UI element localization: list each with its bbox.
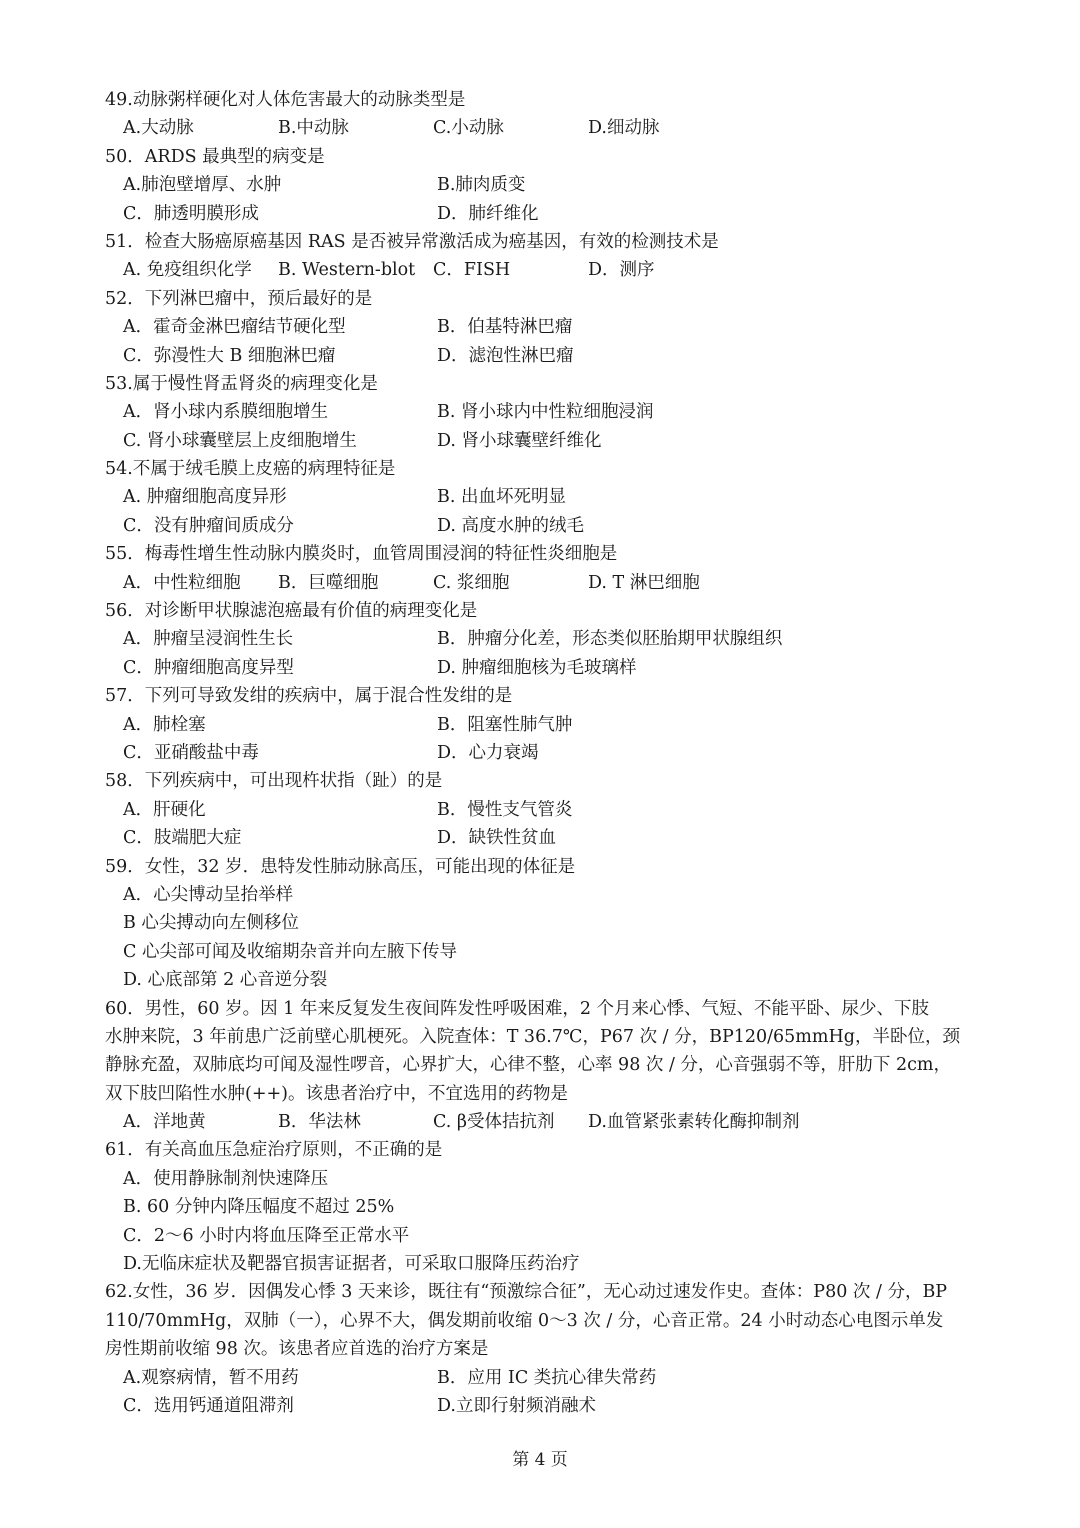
option-row [105,427,985,455]
answer-option: A.观察病情，暂不用药 [123,1367,299,1388]
answer-option: D. 肿瘤细胞核为毛玻璃样 [437,657,637,678]
answer-option: A．肾小球内系膜细胞增生 [123,402,329,423]
answer-option: B．肿瘤分化差，形态类似胚胎期甲状腺组织 [437,629,783,650]
answer-option: D．心力衰竭 [437,742,539,763]
answer-option: A．霍奇金淋巴瘤结节硬化型 [123,317,346,338]
question-text: 58．下列疾病中，可出现杵状指（趾）的是 [105,771,443,792]
answer-option: D．滤泡性淋巴瘤 [437,345,574,366]
answer-option: A. 肿瘤细胞高度异形 [123,487,287,508]
option-line: B 心尖搏动向左侧移位 [123,913,299,934]
answer-option: C. 肾小球囊壁层上皮细胞增生 [123,430,357,451]
answer-option: A.大动脉 [123,118,194,139]
question-text: 59．女性，32 岁．患特发性肺动脉高压，可能出现的体征是 [105,856,576,877]
option-row [105,796,985,824]
option-row [105,739,985,767]
question-text: 53.属于慢性肾盂肾炎的病理变化是 [105,373,378,394]
option-row [105,342,985,370]
question-text: 49.动脉粥样硬化对人体危害最大的动脉类型是 [105,90,466,110]
question-text: 50．ARDS 最典型的病变是 [105,146,325,167]
option-row [105,1108,985,1136]
question-list [105,86,985,1420]
answer-option: B．阻塞性肺气肿 [437,714,573,735]
question-text: 54.不属于绒毛膜上皮癌的病理特征是 [105,459,396,480]
option-line: B. 60 分钟内降压幅度不超过 25% [123,1197,395,1218]
answer-option: B.肺肉质变 [437,175,526,196]
question-text: 62.女性，36 岁．因偶发心悸 3 天来诊，既往有“预激综合征”，无心动过速发作史。查体：P80 次 / 分，BP [105,1282,948,1303]
option-row [105,114,985,142]
answer-option: B．巨噬细胞 [278,572,379,593]
question-text: 61．有关高血压急症治疗原则，不正确的是 [105,1140,443,1161]
answer-option: D. 肾小球囊壁纤维化 [437,430,602,451]
answer-option: D.血管紧张素转化酶抑制剂 [588,1112,800,1133]
answer-option: A．肿瘤呈浸润性生长 [123,629,294,650]
option-line: D.无临床症状及靶器官损害证据者，可采取口服降压药治疗 [123,1254,580,1275]
answer-option: B. Western-blot [278,260,416,281]
answer-option: C．弥漫性大 B 细胞淋巴瘤 [123,345,336,366]
answer-option: D．肺纤维化 [437,203,539,224]
option-line: C．2～6 小时内将血压降至正常水平 [123,1225,410,1246]
answer-option: B．慢性支气管炎 [437,799,573,820]
answer-option: D．测序 [588,260,655,281]
option-row [105,200,985,228]
option-line: A．心尖博动呈抬举样 [123,884,294,905]
option-row [105,256,985,284]
question-text: 60．男性，60 岁。因 1 年来反复发生夜间阵发性呼吸困难，2 个月来心悸、气短、不能平卧、尿少、下肢 [105,998,930,1019]
question-text: 双下肢凹陷性水肿(++)。该患者治疗中，不宜选用的药物是 [105,1083,568,1104]
option-row [105,1364,985,1392]
option-row [105,483,985,511]
option-line: D. 心底部第 2 心音逆分裂 [123,970,328,991]
question-text: 57．下列可导致发绀的疾病中，属于混合性发绀的是 [105,686,513,707]
answer-option: D.立即行射频消融术 [437,1395,596,1416]
question-text: 51．检查大肠癌原癌基因 RAS 是否被异常激活成为癌基因，有效的检测技术是 [105,231,719,252]
answer-option: D.细动脉 [588,118,660,139]
option-row [105,569,985,597]
option-row [105,398,985,426]
answer-option: C．肿瘤细胞高度异型 [123,657,294,678]
question-text: 水肿来院，3 年前患广泛前壁心肌梗死。入院查体：T 36.7℃，P67 次 / 分，BP120/65mmHg，半卧位，颈 [105,1026,960,1047]
answer-option: B．应用 IC 类抗心律失常药 [437,1367,657,1388]
question-text: 55．梅毒性增生性动脉内膜炎时，血管周围浸润的特征性炎细胞是 [105,544,618,565]
answer-option: B.中动脉 [278,118,349,139]
option-line: C 心尖部可闻及收缩期杂音并向左腋下传导 [123,941,457,962]
answer-option: C．亚硝酸盐中毒 [123,742,259,763]
answer-option: C．没有肿瘤间质成分 [123,515,294,536]
question-text: 110/70mmHg，双肺（一），心界不大，偶发期前收缩 0～3 次 / 分，心音正常。24 小时动态心电图示单发 [105,1310,944,1331]
option-row [105,313,985,341]
page-number: 第 4 页 [512,1450,568,1470]
answer-option: A．肺栓塞 [123,714,206,735]
answer-option: B. 出血坏死明显 [437,487,566,508]
option-row [105,512,985,540]
answer-option: A．洋地黄 [123,1112,206,1133]
option-row [105,654,985,682]
question-text: 52．下列淋巴瘤中，预后最好的是 [105,288,373,309]
answer-option: B．伯基特淋巴瘤 [437,317,573,338]
option-row [105,171,985,199]
answer-option: C．选用钙通道阻滞剂 [123,1395,294,1416]
option-row [105,625,985,653]
answer-option: D. T 淋巴细胞 [588,572,700,593]
answer-option: C．FISH [433,260,511,281]
answer-option: D．缺铁性贫血 [437,828,557,849]
answer-option: A.肺泡壁增厚、水肿 [123,175,282,196]
answer-option: C．肺透明膜形成 [123,203,259,224]
answer-option: B．华法林 [278,1112,361,1133]
answer-option: D. 高度水肿的绒毛 [437,515,585,536]
answer-option: C.小动脉 [433,118,504,139]
option-row [105,1392,985,1420]
option-row [105,711,985,739]
answer-option: C．肢端肥大症 [123,828,242,849]
option-row [105,824,985,852]
answer-option: B. 肾小球内中性粒细胞浸润 [437,402,654,423]
question-text: 静脉充盈，双肺底均可闻及湿性啰音，心界扩大，心律不整，心率 98 次 / 分，心音强弱不等，肝肋下 2cm， [105,1055,952,1076]
answer-option: A．肝硬化 [123,799,206,820]
answer-option: C. β受体拮抗剂 [433,1112,555,1133]
answer-option: C. 浆细胞 [433,572,510,593]
option-line: A．使用静脉制剂快速降压 [123,1168,329,1189]
answer-option: A. 免疫组织化学 [123,260,252,281]
question-text: 56．对诊断甲状腺滤泡癌最有价值的病理变化是 [105,601,478,622]
answer-option: A．中性粒细胞 [123,572,241,593]
question-text: 房性期前收缩 98 次。该患者应首选的治疗方案是 [105,1339,489,1360]
